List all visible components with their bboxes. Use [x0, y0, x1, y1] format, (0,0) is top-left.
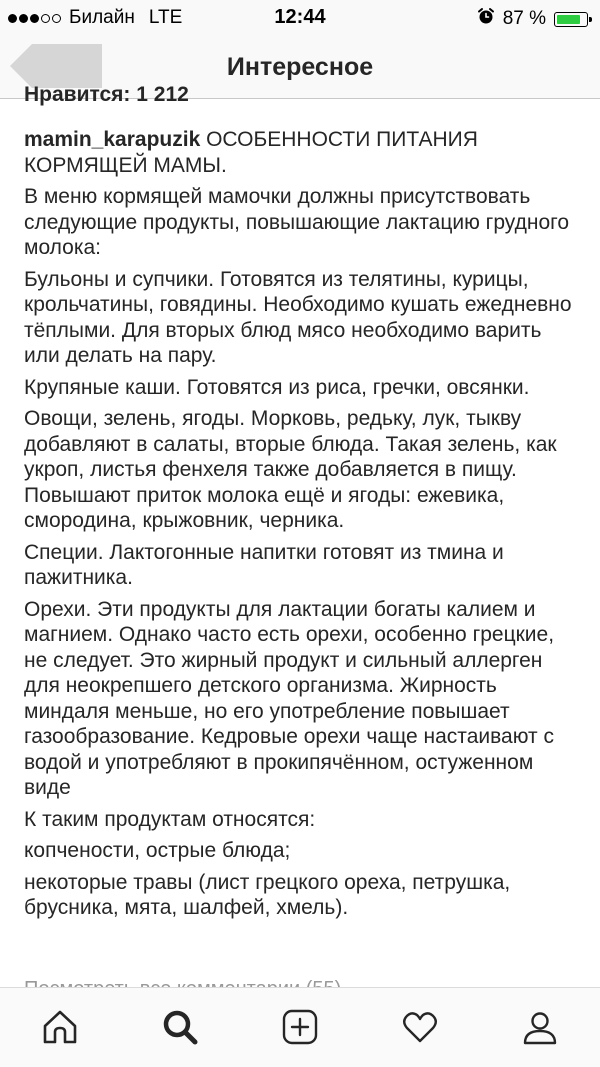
caption-paragraph: Бульоны и супчики. Готовятся из телятины, курицы, крольчатины, говядины. Необходимо кушать ежедневно тёплыми. Для вторых блюд мясо необходимо варить или делать на пару. — [24, 267, 572, 367]
username-link[interactable]: mamin_karapuzik — [24, 128, 201, 151]
caption-header — [24, 127, 580, 178]
tab-activity[interactable] — [395, 1002, 445, 1052]
carrier-name: Билайн — [69, 7, 135, 28]
tab-profile[interactable] — [515, 1002, 565, 1052]
battery-fill — [557, 15, 580, 24]
caption-paragraph: К таким продуктам относятся: — [24, 807, 316, 831]
search-icon — [160, 1007, 200, 1047]
tab-search[interactable] — [155, 1002, 205, 1052]
caption-paragraph: Овощи, зелень, ягоды. Морковь, редьку, лук, тыкву добавляют в салаты, вторые блюда. Такая зелень, как укроп, листья фенхеля также добавляется в пищу. Повышают приток молока ещё и ягоды: ежевика, смородина, крыжовник, черника. — [24, 407, 557, 532]
status-bar — [0, 0, 600, 36]
status-right — [477, 7, 588, 31]
battery-tip — [589, 17, 592, 22]
caption-paragraph: В меню кормящей мамочки должны присутствовать следующие продукты, повышающие лактацию грудного молока: — [24, 185, 569, 259]
network-type: LTE — [148, 7, 183, 28]
caption-paragraph: Орехи. Эти продукты для лактации богаты калием и магнием. Однако часто есть орехи, особенно грецкие, не следует. Это жирный продукт и сильный аллерген для неокрепшего детского организма. Жирность миндаля меньше, но его употребление повышает газообразование. Кедровые орехи чаще настаивают с водой и употребляют в прокипячённом, остуженном виде — [24, 597, 555, 799]
caption-paragraph: Крупяные каши. Готовятся из риса, гречки, овсянки. — [24, 375, 530, 399]
caption-paragraph: копчености, острые блюда; — [24, 839, 291, 862]
battery-percent: 87 % — [502, 8, 546, 29]
post-caption — [24, 127, 580, 927]
post-content[interactable] — [0, 83, 600, 987]
heart-icon — [400, 1007, 440, 1047]
status-time: 12:44 — [274, 6, 326, 28]
likes-count[interactable]: Нравится: 1 212 — [24, 83, 189, 106]
profile-icon — [520, 1007, 560, 1047]
caption-title: ОСОБЕННОСТИ ПИТАНИЯ КОРМЯЩЕЙ МАМЫ. — [24, 128, 478, 177]
alarm-icon — [477, 7, 495, 31]
page-title: Интересное — [226, 53, 374, 81]
home-icon — [40, 1007, 80, 1047]
tab-home[interactable] — [35, 1002, 85, 1052]
caption-paragraph: некоторые травы (лист грецкого ореха, петрушка, брусника, мята, шалфей, хмель). — [24, 870, 511, 919]
tab-bar — [0, 987, 600, 1067]
battery-icon — [554, 12, 588, 27]
tab-add[interactable] — [275, 1002, 325, 1052]
caption-paragraph: Специи. Лактогонные напитки готовят из тмина и пажитника. — [24, 540, 504, 589]
add-icon — [280, 1007, 320, 1047]
